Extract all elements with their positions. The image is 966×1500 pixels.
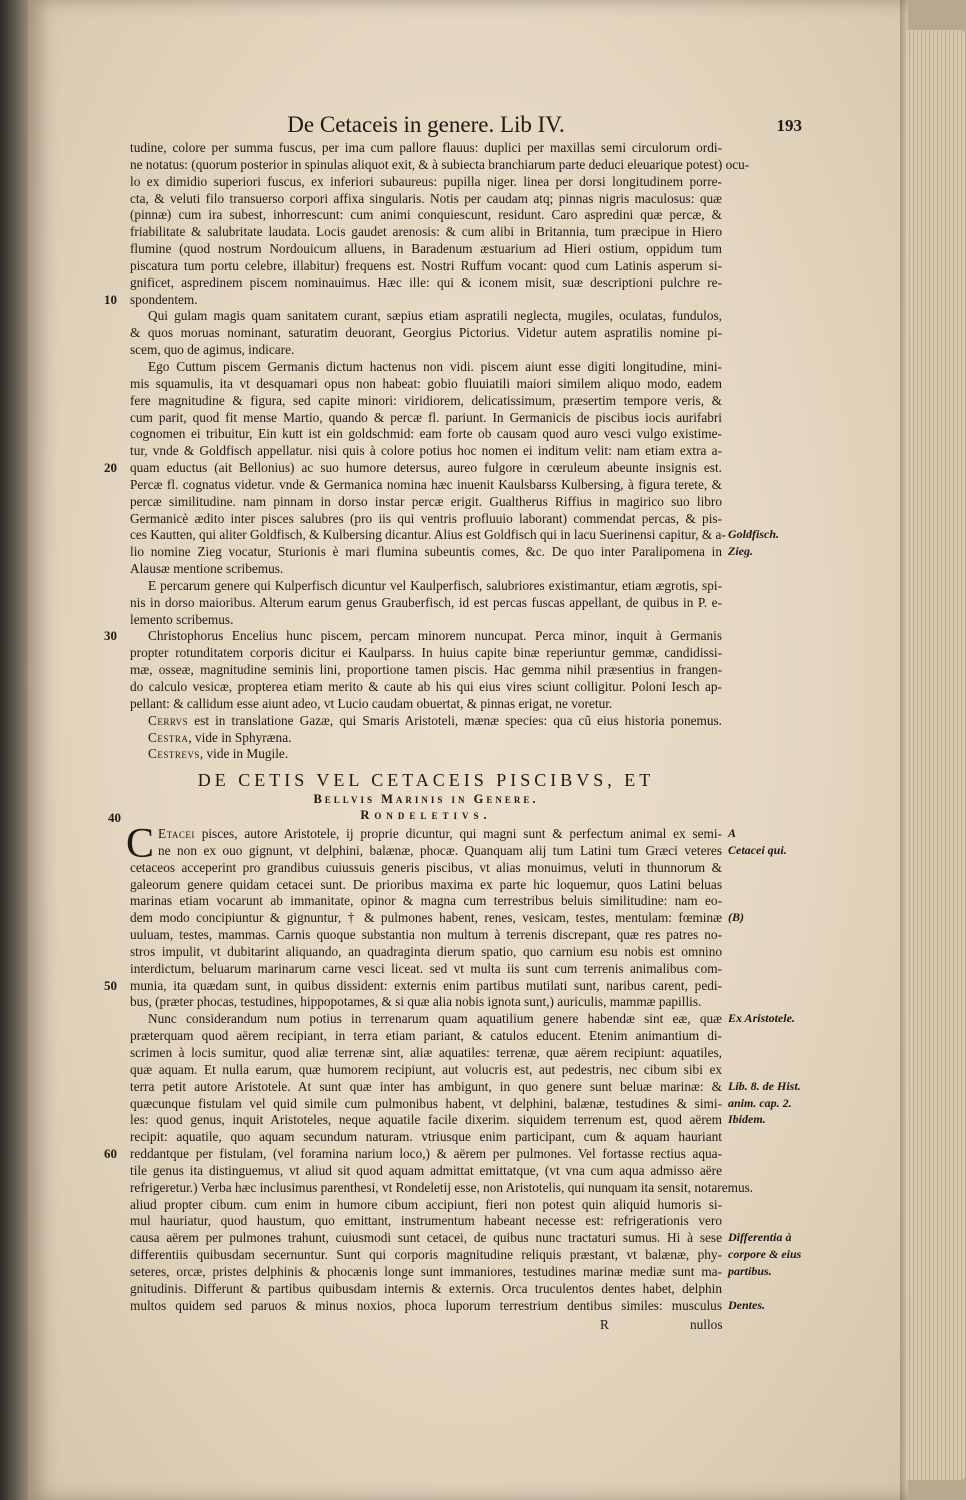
text-line xyxy=(0,595,966,612)
line-text xyxy=(148,713,722,730)
text-line xyxy=(0,443,966,460)
line-text: galeorum genere quidam cetacei sunt. De prioribus maxima ex parte hic loquemur, quos Latini beluas xyxy=(130,876,722,892)
text-line xyxy=(0,292,966,309)
line-text: & quos moruas nominant, saturatim deuorant, Georgius Pictorius. Videtur autem aspratilis nomine pi- xyxy=(130,325,722,341)
line-text: spondentem. xyxy=(130,291,198,307)
line-text: gnitudinis. Differunt & partibus quibusdam internis & externis. Orca truculentos dentes habet, delphin xyxy=(130,1280,722,1296)
margin-note: (B) xyxy=(728,910,744,925)
line-text-rest: , vide in Sphyræna. xyxy=(188,729,292,745)
catchword: nullos xyxy=(690,1317,723,1332)
line-text: Christophorus Encelius hunc piscem, percam minorem nuncupat. Perca minor, inquit à Germanis xyxy=(148,628,722,644)
text-line xyxy=(0,860,966,877)
line-text: cetaceos acceperint pro grandibus cuiussuis generis piscibus, vt alias monuimus, veluti in thunnorum & xyxy=(130,859,722,875)
text-line xyxy=(0,426,966,443)
text-line xyxy=(0,679,966,696)
margin-note: anim. cap. 2. xyxy=(728,1095,792,1110)
line-text: munia, ita quædam sunt, in quibus dissident: externis enim partibus mutilati sunt, naribus carent, pedi- xyxy=(130,977,722,993)
text-line xyxy=(0,730,966,747)
line-text: lo ex dimidio superiori fuscus, ex inferiori subaureus: pupilla niger. linea per dorsi longitudinem porre- xyxy=(130,173,722,189)
text-line xyxy=(0,1298,966,1315)
line-text: reddantque per fistulam, (vel foramina narium loco,) & aërem per pulmones. Vel fortasse rectius aqua- xyxy=(130,1146,722,1162)
text-line xyxy=(0,578,966,595)
line-text: mæ, osseæ, magnitudine seminis lini, proportione tamen piscis. Hac gemma nihil præsentius in frangen- xyxy=(130,662,722,678)
line-number: 60 xyxy=(104,1146,117,1162)
line-text: quam eductus (ait Bellonius) ac suo humore detersus, aureo fulgore in cœruleum abeunte insignis est. xyxy=(130,460,722,476)
margin-note: Differentia à xyxy=(728,1230,792,1245)
line-text: marinas etiam vocarunt ab immanitate, opinor & magna cum terrestribus beluis similitudine: nam eo- xyxy=(130,893,722,909)
line-text: Percæ fl. cognatus videtur. vnde & Germanica nomina hæc inuenit Kaulsbarss Kulbersing, à figura terete, & xyxy=(130,476,722,492)
running-head xyxy=(130,112,802,140)
text-line xyxy=(0,1213,966,1230)
small-caps-word: Etacei xyxy=(158,826,195,841)
line-text: mis squamulis, ita vt desquamari opus non habeat: gobio fluuiatili maiori similem aliquo modo, eadem xyxy=(130,375,722,391)
line-text: tudine, colore per summa fuscus, per ima cum pallore flauus: duplici per maxillas semi circulorum ordi- xyxy=(130,140,722,155)
line-text: causa aërem per pulmones trahunt, cuiusmodi sunt cetacei, de quibus nunc tractaturi sumus. Hi à sese xyxy=(130,1230,722,1246)
line-text: quæcunque fistulam vel quid simile cum pulmonibus habent, vt delphini, balænæ, testudines & simi- xyxy=(130,1095,722,1111)
signature-mark: R xyxy=(600,1317,609,1332)
line-text: tur, vnde & Goldfisch appellatur. nisi quis à colore potius hoc nomen ei inditum velit: nam etiam extra a- xyxy=(130,443,722,459)
line-text: piscatura tum portu celebre, illabitur) frequens est. Nostri Ruffum vocant: quod cum Latinis asperum si- xyxy=(130,257,722,273)
text-line xyxy=(0,877,966,894)
line-text: les: quod genus, inquit Aristoteles, neque aquatile facile dixerim. siquidem terrenum est, quod aërem xyxy=(130,1112,722,1128)
text-line xyxy=(0,978,966,995)
line-text: ne non ex ouo gignunt, vt delphini, balænæ, phocæ. Quanquam alij tum Latini tum Græci veteres xyxy=(158,842,722,858)
text-line xyxy=(0,342,966,359)
text-line xyxy=(0,1180,966,1197)
line-text: Alausæ mentione scribemus. xyxy=(130,561,284,577)
line-text: terra petit autore Aristotele. At sunt quæ inter has ambigunt, in quo genere sunt beluæ marinæ: & xyxy=(130,1078,722,1094)
text-line xyxy=(0,308,966,325)
line-text: lio nomine Zieg vocatur, Sturionis è mari flumina subeuntis comes, &c. De quo inter Paralipomena in xyxy=(130,544,722,560)
line-text: recipit: aquatile, quo aquam secundum naturam. vtriusque enim participant, cum & aquam hauriant xyxy=(130,1129,722,1145)
small-caps-word: Cestrevs xyxy=(148,746,200,762)
text-line xyxy=(0,140,966,157)
margin-note: Lib. 8. de Hist. xyxy=(728,1078,801,1093)
line-number: 50 xyxy=(104,977,117,993)
text-line xyxy=(0,393,966,410)
line-text: cum parit, quod fit mense Martio, quando & percæ fl. pariunt. In Germanicis de piscibus iocis aurifabri xyxy=(130,409,722,425)
text-line xyxy=(0,612,966,629)
line-text: E percarum genere qui Kulperfisch dicuntur vel Kaulperfisch, salubriores existimantur, etiam ægrotis, spi- xyxy=(148,577,722,593)
line-text: bus, (præter phocas, testudines, hippopotames, & si quæ alia nobis ignota sunt,) auriculis, mammæ papillis. xyxy=(130,994,702,1010)
line-text: præterquam quod aërem recipiant, in terra etiam pariant, & catulos educent. Etenim animantium di- xyxy=(130,1028,722,1044)
margin-note: corpore & eius xyxy=(728,1247,802,1262)
line-number: 40 xyxy=(108,810,121,825)
text-line xyxy=(0,746,966,763)
text-block-a xyxy=(0,140,966,763)
text-line xyxy=(0,662,966,679)
text-line xyxy=(0,910,966,927)
text-line xyxy=(0,1028,966,1045)
text-line xyxy=(0,207,966,224)
text-line xyxy=(0,1197,966,1214)
line-text-rest: pisces, autore Aristotele, ij proprie dicuntur, qui magni sunt & perfectum animal ex semi- xyxy=(194,826,722,841)
text-line xyxy=(0,645,966,662)
margin-note: Dentes. xyxy=(728,1297,765,1312)
line-number: 20 xyxy=(104,460,117,476)
text-line xyxy=(0,628,966,645)
small-caps-word: Cestra xyxy=(148,729,189,745)
text-line xyxy=(0,1247,966,1264)
line-text xyxy=(148,730,722,747)
line-text: flumine (quod nostrum Nordouicum alluens, in Baradenum æstuarium ad Hieri ostium, oppidum tum xyxy=(130,241,722,257)
margin-note: Ibidem. xyxy=(728,1112,766,1127)
text-line xyxy=(0,1230,966,1247)
text-line xyxy=(0,275,966,292)
text-line xyxy=(0,561,966,578)
line-text: aliud propter cibum. cum enim in humore cibum accipiunt, fieri non potest quin aliquid humoris si- xyxy=(130,1196,722,1212)
text-line xyxy=(0,1011,966,1028)
line-text: mul hauriatur, quod haustum, quo emittant, instrumentum habeant necesse est: refrigerationis vero xyxy=(130,1213,722,1229)
line-text: (pinnæ) cum ira subest, inhorrescunt: cum animi conquiescunt, residunt. Caro aspredini quæ percæ, & xyxy=(130,207,722,223)
text-line xyxy=(0,477,966,494)
text-line xyxy=(0,1129,966,1146)
text-line xyxy=(0,376,966,393)
margin-note: Ex Aristotele. xyxy=(728,1011,795,1026)
line-text: refrigeretur.) Verba hæc inclusimus parenthesi, vt Rondeletij esse, non Aristotelis, qui nunquam ita sensit, notaremus. xyxy=(130,1179,754,1195)
line-text: pellant: & callidum esse aiunt adeo, vt Lucio caudam obuertat, & pinnas erigat, ne voretur. xyxy=(130,695,613,711)
text-line xyxy=(0,1045,966,1062)
text-line xyxy=(0,1264,966,1281)
text-line xyxy=(0,944,966,961)
text-line xyxy=(0,460,966,477)
line-text: seteres, orcæ, pristes delphinis & phocænis longe sunt immaniores, testudines marinæ mediæ sunt ma- xyxy=(130,1263,722,1279)
text-line xyxy=(0,224,966,241)
text-line xyxy=(0,359,966,376)
text-line xyxy=(0,544,966,561)
line-text: interdictum, beluarum marinarum carne vesci liceat. sed vt multa iis sunt cum terrenis animalibus com- xyxy=(130,960,722,976)
text-line xyxy=(0,511,966,528)
margin-note: partibus. xyxy=(728,1263,772,1278)
text-line xyxy=(0,174,966,191)
line-text xyxy=(148,746,722,763)
text-line xyxy=(0,961,966,978)
margin-note: Goldfisch. xyxy=(728,527,779,542)
line-text: quæ aquam. Et nulla earum, quæ humorem recipiunt, aut volucris est, aut pedestris, nec cibum sibi ex xyxy=(130,1061,722,1077)
line-text: uuluam, testes, mammas. Carnis quoque substantia non multum à terrenis discrepant, quæ res patres no- xyxy=(130,927,722,943)
text-line xyxy=(0,1281,966,1298)
text-line xyxy=(0,1079,966,1096)
line-text: fere magnitudine & figura, sed capite minori: viridiorem, delicatissimum, præsertim tempore veris, & xyxy=(130,392,722,408)
section-heading-author: Rondeletivs. xyxy=(360,808,492,822)
text-line xyxy=(0,1163,966,1180)
line-text: Nunc considerandum num potius in terrenarum quam aquatilium genere habendæ sint eæ, quæ xyxy=(148,1011,722,1027)
text-line xyxy=(0,1096,966,1113)
line-number: 30 xyxy=(104,628,117,644)
line-text: percæ similitudine. nam pinnam in dorso instar percæ erigit. Gualtherus Riffius in magirico suo libro xyxy=(130,493,722,509)
line-text: tile genus ita distinguemus, vt aliud sit quod aquam admittat emittatque, (vt vna cum aqua admisso aëre xyxy=(130,1162,722,1178)
text-block-b xyxy=(0,821,966,1314)
text-line xyxy=(0,157,966,174)
line-text: Ego Cuttum piscem Germanis dictum hactenus non vidi. piscem aiunt esse digiti longitudine, mini- xyxy=(148,358,722,374)
text-line xyxy=(0,1062,966,1079)
line-text: friabilitate & salubritate laudata. Locis gaudet arenosis: & cum alibi in Britannia, tum præcipue in Hiero xyxy=(130,224,722,240)
text-line xyxy=(0,191,966,208)
line-text-rest: , vide in Mugile. xyxy=(199,746,289,762)
text-line xyxy=(0,1112,966,1129)
line-text: propter rotunditatem corporis dicitur ei Kaulparss. In huius capite binæ reperiuntur gemmæ, candidissi- xyxy=(130,645,722,661)
running-title: De Cetaceis in genere. Lib IV. xyxy=(287,112,565,137)
line-text: cta, & veluti filo transuerso corpori affixa singularis. Notis per caudam atq; pinnas nigris maculosus: quæ xyxy=(130,190,722,206)
drop-cap-initial: C xyxy=(126,821,155,867)
margin-note: A xyxy=(728,826,737,840)
section-heading-line-2: Bellvis Marinis in Genere. xyxy=(313,792,539,806)
text-line xyxy=(0,994,966,1011)
text-line xyxy=(0,258,966,275)
text-line xyxy=(0,843,966,860)
line-text-rest: est in translatione Gazæ, qui Smaris Aristoteli, mænæ species: qua cũ eius historia ponemus. xyxy=(188,712,722,728)
section-heading-line-1: DE CETIS VEL CETACEIS PISCIBVS, ET xyxy=(197,770,655,790)
line-text: scem, quo de agimus, indicare. xyxy=(130,342,295,358)
line-number: 10 xyxy=(104,291,117,307)
footer-line xyxy=(0,1317,966,1334)
text-line xyxy=(0,410,966,427)
text-line xyxy=(0,826,966,843)
line-text: ces Kautten, qui aliter Goldfisch, & Kulbersing dicantur. Alius est Goldfisch qui in lacu Suerinensi capitur, & a- xyxy=(130,527,726,543)
line-text: differentiis quibusdam secernuntur. Sunt qui corporis magnitudine reliquis præstant, vt balænæ, phy- xyxy=(130,1247,722,1263)
text-line xyxy=(0,927,966,944)
line-text: ne notatus: (quorum posterior in spinulas aliquot exit, & à subiecta branchiarum parte deduci eleuarique potest) ocu- xyxy=(130,156,750,172)
line-text: gnificet, aspredinem piscem nominauimus. Hæc ille: qui & iconem misit, suæ descriptioni pulchre re- xyxy=(130,274,722,290)
line-text: Qui gulam magis quam sanitatem curant, sæpius etiam aspratili neglecta, mugiles, oculatas, fundulos, xyxy=(148,308,722,324)
margin-note: Cetacei qui. xyxy=(728,842,787,857)
line-text: dem modo concipiuntur & gignuntur, † & pulmones habent, renes, vesicam, testes, mentulam: fœminæ xyxy=(130,910,722,926)
text-line xyxy=(0,1146,966,1163)
line-text xyxy=(158,826,722,843)
margin-note: Zieg. xyxy=(728,544,753,559)
line-text: nis in dorso maioribus. Alterum earum genus Grauberfisch, id est percas fuscas appellant, de quibus in P. e- xyxy=(130,594,722,610)
text-line xyxy=(0,713,966,730)
line-text: scrimen à locis sumitur, quod aliæ terrenæ sint, aliæ aquatiles: terrenæ, quæ aërem recipiunt: aquatiles, xyxy=(130,1044,722,1060)
line-text: multos quidem sed paruos & minus noxios, phoca luporum terrestrium dentibus similes: musculus xyxy=(130,1297,722,1313)
line-text: cognomen ei tribuitur, Ein kutt ist ein goldschmid: eam forte ob causam quod auro vesci vulgo existime- xyxy=(130,426,722,442)
text-line xyxy=(0,325,966,342)
text-line xyxy=(0,241,966,258)
line-text: lemento scribemus. xyxy=(130,611,234,627)
line-text: Germanicè ædito inter pisces salubres (pro iis qui ventris profluuio laborant) commendat percas, & pis- xyxy=(130,510,722,526)
page-number: 193 xyxy=(776,116,802,135)
text-line xyxy=(0,527,966,544)
small-caps-word: Cerrvs xyxy=(148,712,189,728)
line-text: stros impulit, vt dubitarint aliquando, an quadraginta dierum spatio, quo carnium esu nobis est omnino xyxy=(130,943,722,959)
text-line xyxy=(0,696,966,713)
text-line xyxy=(0,893,966,910)
line-text: do calculo vesicæ, propterea etiam merito & caute ab his qui eius vires sciunt colligitur. Poloni Iesch ap- xyxy=(130,679,722,694)
text-line xyxy=(0,494,966,511)
